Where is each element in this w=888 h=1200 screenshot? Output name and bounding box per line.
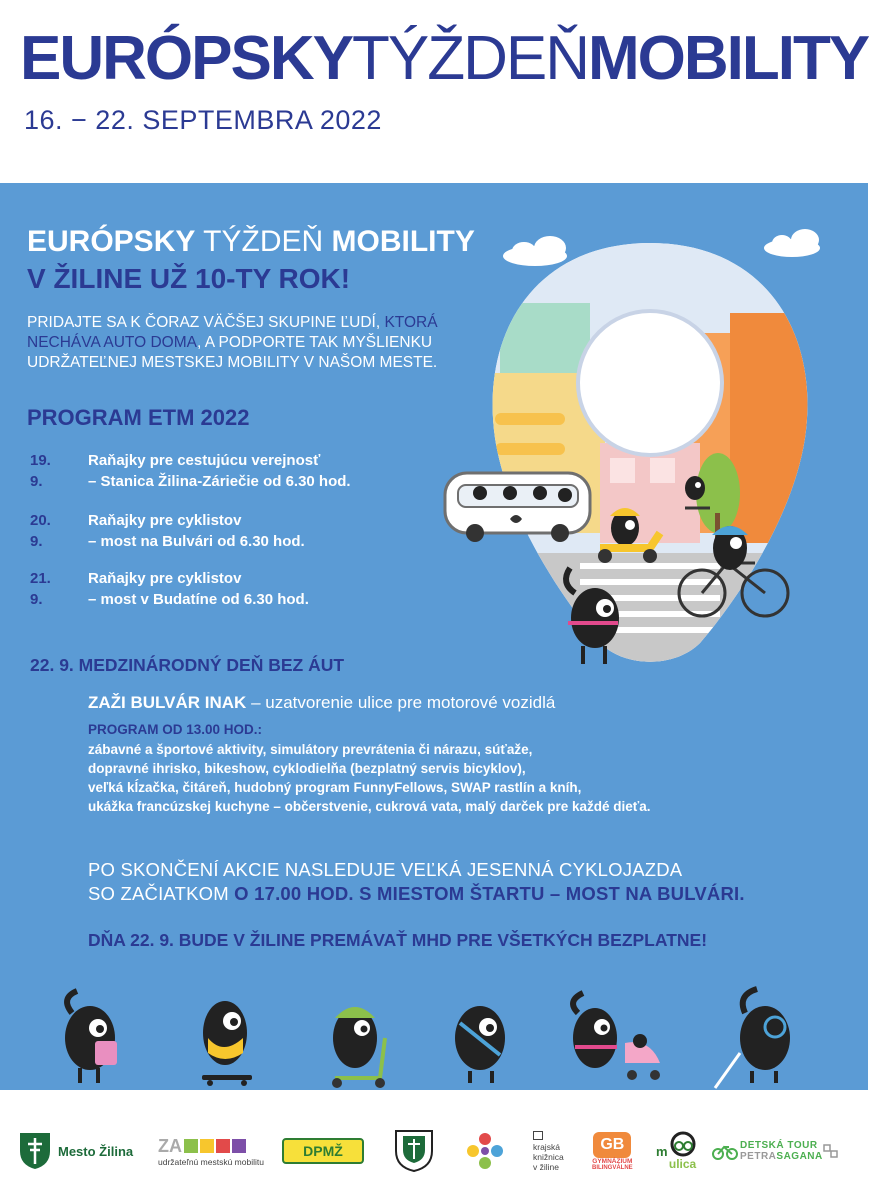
mesto-zilina-logo[interactable]: [18, 1126, 133, 1176]
m-ulica-logo[interactable]: [656, 1126, 698, 1176]
bike-icon: [200, 1139, 214, 1153]
event-text: [88, 510, 305, 552]
panel-title: [27, 225, 475, 259]
event-line: Raňajky pre cyklistov: [88, 512, 242, 529]
character-bag-icon: [455, 1006, 505, 1083]
kniznica-text: krajská: [533, 1141, 560, 1152]
activity-line: zábavné a športové aktivity, simulátory prevrátenia či nárazu, súťaže,: [88, 742, 533, 757]
event-date: 20. 9.: [30, 512, 51, 550]
intro-part: PRIDAJTE SA K ČORAZ VÄČŠEJ SKUPINE ĽUDÍ,: [27, 314, 385, 331]
m-ulica-m: m: [656, 1143, 668, 1159]
program-13-heading: PROGRAM OD 13.00 HOD.:: [88, 722, 263, 737]
header: [0, 0, 888, 183]
character-skateboard-icon: [202, 1001, 252, 1086]
character-blind-cane-icon: [715, 989, 790, 1088]
bicycle-circle-icon: [668, 1131, 698, 1157]
gymnazium-text: GYMNÁZIUM: [592, 1157, 633, 1165]
panel-title-part: EURÓPSKY: [27, 225, 196, 258]
character-shopping-icon: [65, 991, 117, 1083]
ride-line: PO SKONČENÍ AKCIE NASLEDUJE VEĽKÁ JESENNÁ CYKLOJAZDA: [88, 859, 683, 880]
free-transport-notice: DŇA 22. 9. BUDE V ŽILINE PREMÁVAŤ MHD PRE VŠETKÝCH BEZPLATNE!: [88, 930, 708, 950]
title-part-mobility: MOBILITY: [587, 24, 869, 93]
panel-title-part: TÝŽDEŇ: [195, 225, 332, 258]
characters-row: [40, 983, 840, 1090]
gymnazium-text: BILINGVÁLNE: [592, 1164, 633, 1171]
panel-subtitle: V ŽILINE UŽ 10-TY ROK!: [27, 263, 351, 294]
bicycle-icon: [712, 1141, 738, 1161]
event-dates: 16. − 22. SEPTEMBRA 2022: [24, 105, 382, 135]
bus-icon: [445, 473, 590, 542]
partner-logos: [0, 1108, 888, 1188]
intro-highlight: KTORÁ NECHÁVA AUTO DOMA: [27, 314, 438, 351]
zazi-bulvar-line: [88, 693, 555, 713]
detska-tour-logo[interactable]: [712, 1126, 839, 1176]
info-panel: [0, 183, 868, 1090]
gb-icon: GB: [593, 1132, 631, 1158]
za-mobility-logo[interactable]: [158, 1126, 264, 1176]
colorful-partner-logo[interactable]: [465, 1126, 505, 1176]
gymnazium-logo[interactable]: [592, 1126, 633, 1176]
kniznica-text: v žiline: [533, 1161, 559, 1172]
intro-part: , A PODPORTE TAK MYŠLIENKU UDRŽATEĽNEJ MESTSKEJ MOBILITY V NAŠOM MESTE.: [27, 334, 438, 371]
walk-icon: [184, 1139, 198, 1153]
zazi-bold: ZAŽI BULVÁR INAK: [88, 693, 247, 712]
zilina-coat-of-arms-icon: [18, 1131, 52, 1171]
activity-line: dopravné ihrisko, bikeshow, cyklodielňa (bezplatný servis bicyklov),: [88, 761, 526, 776]
kniznica-logo[interactable]: [533, 1126, 564, 1176]
main-title: [20, 24, 869, 93]
tour-name-first: PETRA: [740, 1151, 777, 1162]
zazi-rest: – uzatvorenie ulice pre motorové vozidlá: [246, 693, 556, 712]
panel-title-part: MOBILITY: [331, 225, 475, 258]
event-line: – most na Bulvári od 6.30 hod.: [88, 533, 305, 550]
character-scooter-icon: [332, 1007, 385, 1088]
character-stroller-icon: [573, 993, 660, 1080]
bus-icon: [216, 1139, 230, 1153]
dpmz-logo[interactable]: [282, 1126, 364, 1176]
tour-name-last: SAGANA: [776, 1151, 823, 1162]
event-text: [88, 568, 309, 610]
ride-line-part: SO ZAČIATKOM: [88, 883, 235, 904]
police-shield-icon: [393, 1128, 435, 1174]
book-icon: [533, 1131, 543, 1140]
kniznica-text: knižnica: [533, 1151, 564, 1162]
event-date: 19. 9.: [30, 452, 51, 490]
event-date: 21. 9.: [30, 570, 51, 608]
activities-list: [88, 740, 788, 816]
m-ulica-label: ulica: [668, 1157, 697, 1171]
mestska-policia-logo[interactable]: [393, 1126, 435, 1176]
colorful-dots-icon: [465, 1131, 505, 1171]
dpmz-label: DPMŽ: [303, 1143, 343, 1159]
bike-ride-announcement: [88, 858, 745, 906]
event-line: – Stanica Žilina-Záriečie od 6.30 hod.: [88, 473, 351, 490]
mesto-zilina-label: Mesto Žilina: [58, 1143, 134, 1159]
event-line: – most v Budatíne od 6.30 hod.: [88, 591, 309, 608]
tour-title: DETSKÁ TOUR: [740, 1140, 818, 1151]
title-part-europsky: EURÓPSKY: [20, 24, 352, 93]
event-line: Raňajky pre cestujúcu verejnosť: [88, 452, 321, 469]
train-icon: [232, 1139, 246, 1153]
program-heading: PROGRAM ETM 2022: [27, 405, 250, 430]
pin-hole: [578, 311, 722, 455]
title-part-tyzden: TÝŽDEŇ: [351, 24, 588, 93]
activity-line: ukážka francúzskej kuchyne – občerstvenie, cukrová vata, malý darček pre každé dieťa.: [88, 799, 651, 814]
flag-icon: [823, 1144, 839, 1158]
location-pin-illustration: [440, 223, 860, 673]
ride-line-highlight: O 17.00 HOD. S MIESTOM ŠTARTU – MOST NA BULVÁRI.: [234, 883, 745, 904]
event-text: [88, 450, 351, 492]
activity-line: veľká kĺzačka, čitáreň, hudobný program FunnyFellows, SWAP rastlín a kníh,: [88, 780, 582, 795]
za-letters: ZA: [158, 1135, 182, 1156]
za-mobility-text: udržateľnú mestskú mobilitu: [158, 1156, 264, 1167]
car-free-day-heading: 22. 9. MEDZINÁRODNÝ DEŇ BEZ ÁUT: [30, 655, 345, 675]
intro-text: [27, 313, 487, 373]
event-line: Raňajky pre cyklistov: [88, 570, 242, 587]
